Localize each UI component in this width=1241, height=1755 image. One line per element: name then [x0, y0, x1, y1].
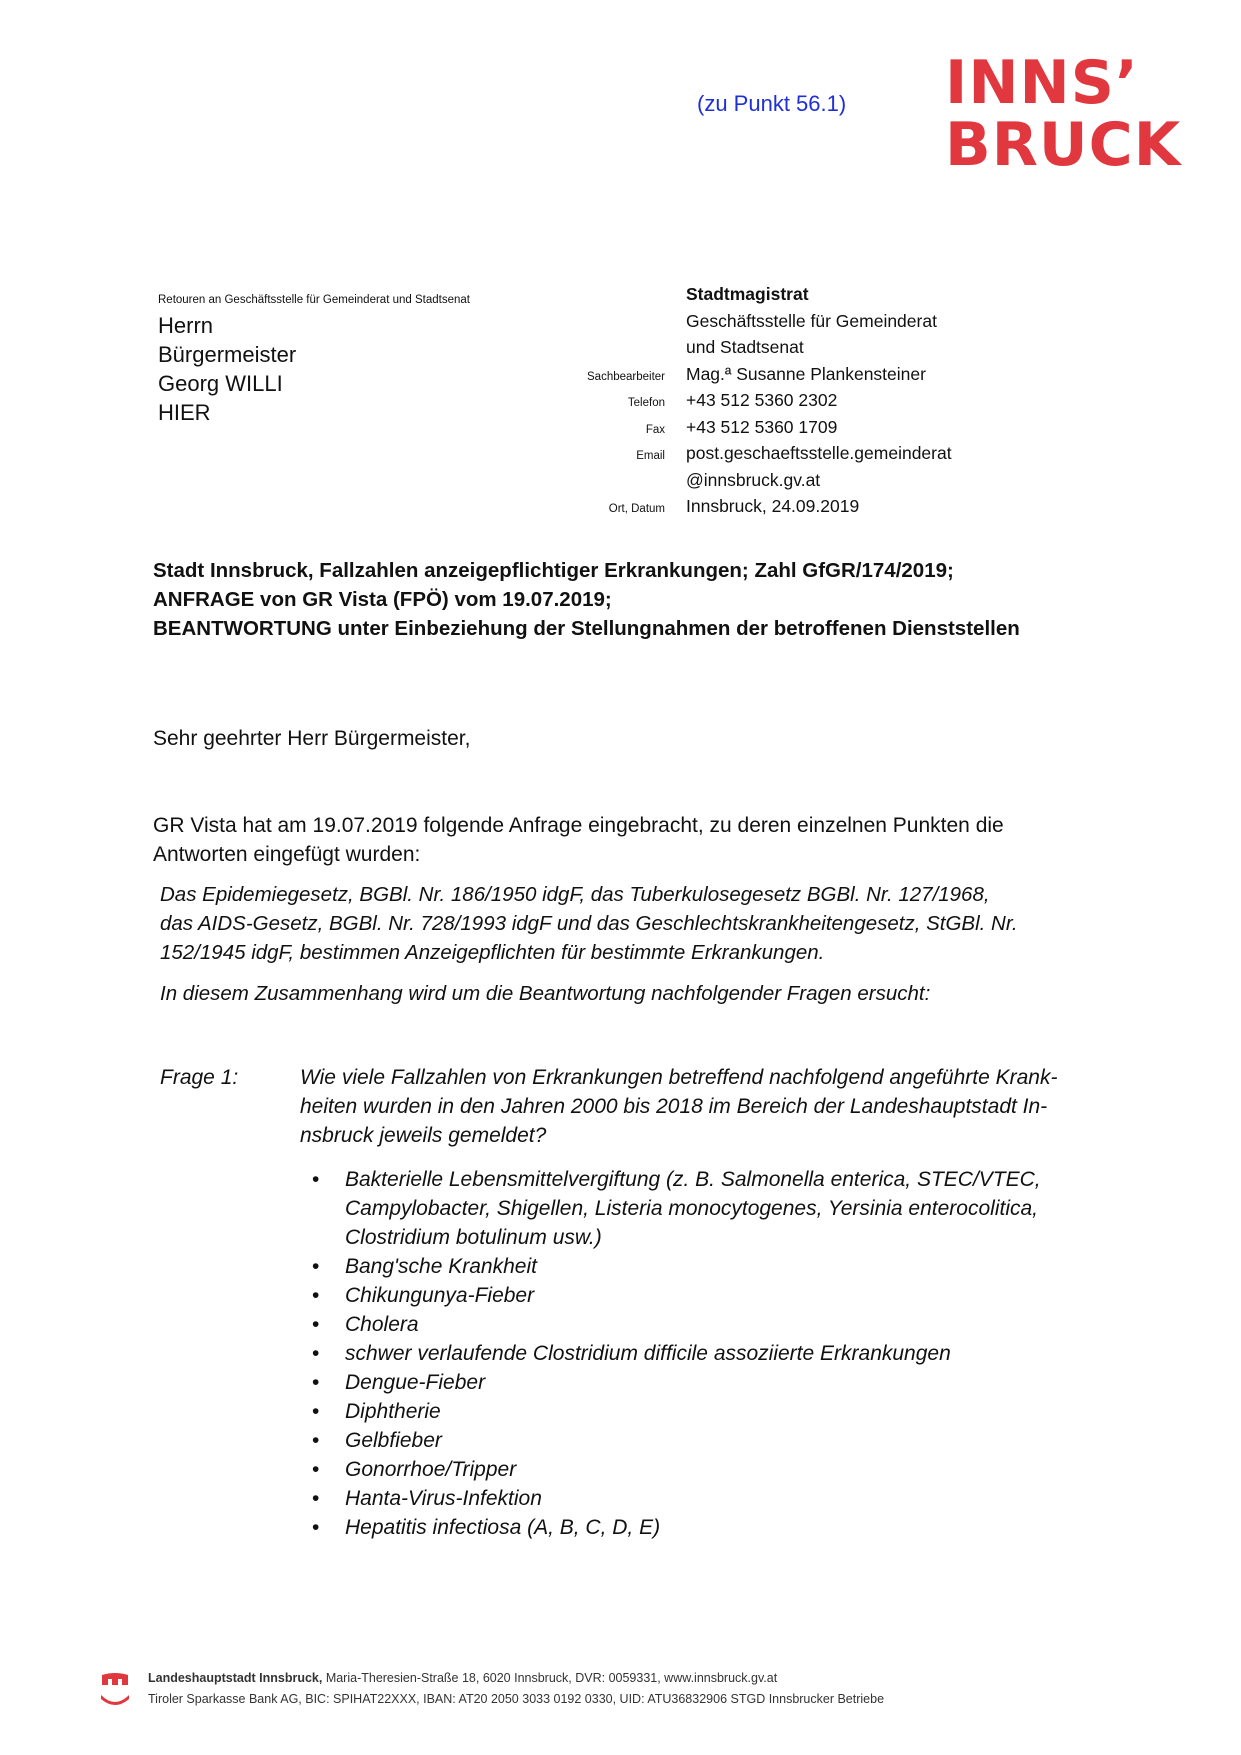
list-item [300, 1484, 1145, 1513]
sender-value: +43 512 5360 2302 [686, 390, 838, 410]
list-item-text: Gelbfieber [345, 1429, 442, 1452]
list-item-text: schwer verlaufende Clostridium difficile assoziierte Erkrankungen [345, 1342, 951, 1365]
intro-paragraph [153, 811, 1143, 869]
crest-bottom-shape [100, 1693, 130, 1707]
disease-list [300, 1165, 1145, 1542]
quote-line: 152/1945 idgF, bestimmen Anzeigepflichten für bestimmte Erkrankungen. [160, 941, 825, 964]
bullet-icon: • [312, 1371, 320, 1394]
sender-value: Geschäftsstelle für Gemeinderat [686, 310, 937, 331]
list-item [300, 1368, 1145, 1397]
logo-line-2: BRUCK [945, 110, 1182, 180]
list-item-line: Bakterielle Lebensmittelvergiftung (z. B. Salmonella enterica, STEC/VTEC, [345, 1168, 1041, 1191]
sender-label: Ort, Datum [608, 503, 665, 515]
bullet-icon: • [312, 1400, 320, 1423]
bullet-icon: • [312, 1487, 320, 1510]
list-item [300, 1397, 1145, 1426]
sender-value: Innsbruck, 24.09.2019 [686, 496, 860, 516]
list-item [300, 1426, 1145, 1455]
footer-bank-line: Tiroler Sparkasse Bank AG, BIC: SPIHAT22XXX, IBAN: AT20 2050 3033 0192 0330, UID: ATU36832906 STGD Innsbrucker Betriebe [148, 1692, 885, 1706]
addressee-line: Herrn [158, 313, 214, 338]
sender-row [555, 470, 1115, 497]
list-item-text: Bang'sche Krankheit [345, 1255, 537, 1278]
list-item-line: Campylobacter, Shigellen, Listeria monocytogenes, Yersinia enterocolitica, [345, 1197, 1038, 1220]
sender-value: @innsbruck.gv.at [686, 469, 821, 490]
bullet-icon: • [312, 1429, 320, 1452]
subject-heading [153, 556, 1020, 643]
question-line: heiten wurden in den Jahren 2000 bis 2018 im Bereich der Landeshauptstadt In- [300, 1095, 1048, 1118]
subject-line: Stadt Innsbruck, Fallzahlen anzeigepflichtiger Erkrankungen; Zahl GfGR/174/2019; [153, 559, 954, 582]
sender-value: Stadtmagistrat [686, 284, 809, 304]
sender-label: Email [636, 450, 665, 462]
list-item-text: Hanta-Virus-Infektion [345, 1487, 542, 1510]
sender-value: Mag.ª Susanne Plankensteiner [686, 363, 926, 384]
list-item [300, 1513, 1145, 1542]
footer-line-1 [148, 1668, 777, 1689]
list-item-text: Chikungunya-Fieber [345, 1284, 535, 1307]
sender-row [555, 417, 1115, 444]
addressee-line: Georg WILLI [158, 371, 283, 396]
bullet-icon: • [312, 1284, 320, 1307]
quote-line: Das Epidemiegesetz, BGBl. Nr. 186/1950 idgF, das Tuberkulosegesetz BGBl. Nr. 127/1968, [160, 883, 990, 906]
crest-top-shape [100, 1672, 130, 1686]
bullet-icon: • [312, 1168, 320, 1191]
bullet-icon: • [312, 1458, 320, 1481]
city-crest-icon [100, 1672, 134, 1686]
list-item-text: Gonorrhoe/Tripper [345, 1458, 517, 1481]
sender-row [555, 337, 1115, 364]
sender-value: und Stadtsenat [686, 337, 804, 357]
salutation: Sehr geehrter Herr Bürgermeister, [153, 727, 471, 750]
sender-row [555, 284, 1115, 311]
quote-line: das AIDS-Gesetz, BGBl. Nr. 728/1993 idgF und das Geschlechtskrankheitengesetz, StGBl. Nr. [160, 912, 1018, 935]
list-item [300, 1339, 1145, 1368]
sender-row [555, 496, 1115, 523]
reference-note: (zu Punkt 56.1) [697, 91, 847, 116]
list-item [300, 1455, 1145, 1484]
list-item-line: Clostridium botulinum usw.) [345, 1226, 602, 1249]
city-bridge-icon [100, 1693, 134, 1707]
bullet-icon: • [312, 1255, 320, 1278]
innsbruck-logo [945, 48, 1195, 180]
footer [100, 1668, 1200, 1710]
bullet-icon: • [312, 1516, 320, 1539]
sender-value: +43 512 5360 1709 [686, 416, 838, 437]
subject-line: BEANTWORTUNG unter Einbeziehung der Stellungnahmen der betroffenen Dienststellen [153, 617, 1020, 640]
list-item-text: Dengue-Fieber [345, 1371, 486, 1394]
addressee-line: HIER [158, 400, 211, 425]
list-item [300, 1165, 1145, 1252]
footer-address: Maria-Theresien-Straße 18, 6020 Innsbruck, DVR: 0059331, www.innsbruck.gv.at [322, 1671, 778, 1685]
quote-paragraph: In diesem Zusammenhang wird um die Beantwortung nachfolgender Fragen ersucht: [160, 982, 931, 1005]
list-item-text: Diphtherie [345, 1400, 441, 1423]
bullet-icon: • [312, 1313, 320, 1336]
list-item-text: Cholera [345, 1313, 419, 1336]
intro-line: GR Vista hat am 19.07.2019 folgende Anfrage eingebracht, zu deren einzelnen Punkten die [153, 814, 1004, 837]
intro-line: Antworten eingefügt wurden: [153, 843, 421, 866]
question-line: nsbruck jeweils gemeldet? [300, 1124, 547, 1147]
footer-org-name: Landeshauptstadt Innsbruck, [148, 1671, 323, 1685]
addressee-block [158, 311, 296, 427]
sender-info-block [555, 284, 1115, 523]
list-item-text: Hepatitis infectiosa (A, B, C, D, E) [345, 1516, 661, 1539]
sender-label: Telefon [627, 397, 665, 409]
sender-label: Sachbearbeiter [587, 370, 665, 383]
return-address-line: Retouren an Geschäftsstelle für Gemeinderat und Stadtsenat [158, 294, 470, 306]
list-item [300, 1310, 1145, 1339]
sender-row [555, 311, 1115, 338]
quote-paragraph [160, 880, 1140, 967]
sender-row [555, 390, 1115, 417]
addressee-line: Bürgermeister [158, 342, 297, 367]
question-text [300, 1063, 1145, 1150]
bullet-icon: • [312, 1342, 320, 1365]
list-item [300, 1281, 1145, 1310]
subject-line: ANFRAGE von GR Vista (FPÖ) vom 19.07.2019; [153, 588, 612, 611]
logo-line-1: INNS’ [945, 48, 1139, 118]
list-item [300, 1252, 1145, 1281]
inquiry-quote [160, 880, 1140, 1020]
question-line: Wie viele Fallzahlen von Erkrankungen betreffend nachfolgend angeführte Krank- [300, 1066, 1058, 1089]
footer-row [100, 1689, 1200, 1710]
footer-row [100, 1668, 1200, 1689]
sender-row [555, 443, 1115, 470]
sender-value: post.geschaeftsstelle.gemeinderat [686, 443, 952, 463]
sender-row [555, 364, 1115, 391]
sender-label: Fax [645, 423, 665, 436]
question-label: Frage 1: [160, 1066, 239, 1089]
